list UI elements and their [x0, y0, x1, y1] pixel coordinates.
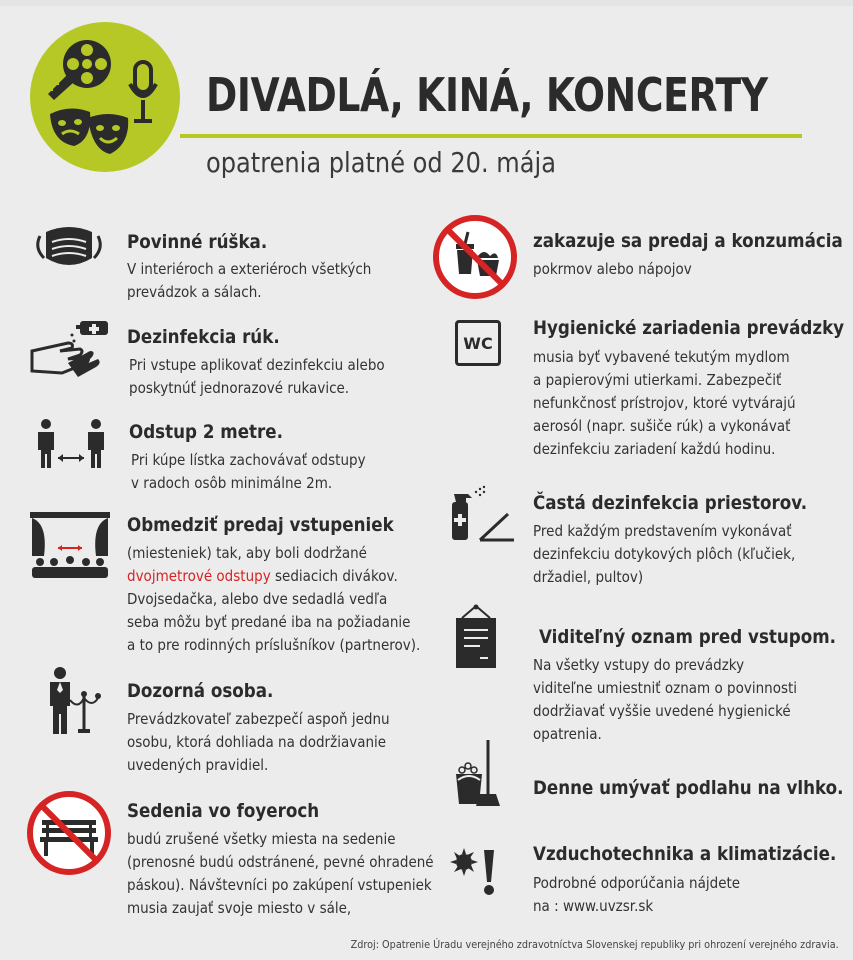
top-strip [0, 0, 853, 6]
rule-line: seba môžu byť predané iba na požiadanie [127, 613, 411, 631]
rule-line: a papierovými utierkami. Zabezpečiť [533, 371, 782, 389]
rule-line: viditeľne umiestniť oznam o povinnosti [533, 679, 798, 697]
rule-line: osobu, ktorá dohliada na dodržiavanie [127, 733, 387, 751]
rule-title: Obmedziť predaj vstupeniek [127, 514, 394, 536]
theater-masks-icon [50, 108, 128, 154]
rule-line: poskytnúť jednorazové rukavice. [129, 379, 350, 397]
highlight-red-text: dvojmetrové odstupy [127, 567, 271, 585]
spray-disinfection-icon [446, 484, 516, 544]
rule-link-text: na : www.uvzsr.sk [533, 897, 654, 915]
microphone-icon [130, 62, 156, 121]
rule-title: Viditeľný oznam pred vstupom. [539, 626, 837, 648]
no-food-drinks-icon [432, 214, 518, 300]
theater-stage-icon [30, 512, 110, 578]
rule-line: a to pre rodinných príslušníkov (partnerov). [127, 636, 421, 654]
rule-line: (miesteniek) tak, aby boli dodržané [127, 544, 367, 562]
rule-line: dezinfekciu zariadení každú hodinu. [533, 440, 776, 458]
rule-line: v radoch osôb minimálne 2m. [131, 474, 333, 492]
rule-line: musia byť vybavené tekutým mydlom [533, 348, 790, 366]
rule-line: aerosól (napr. sušiče rúk) a vykonávať [533, 417, 791, 435]
rule-line: budú zrušené všetky miesta na sedenie [127, 830, 396, 848]
culture-icons [30, 22, 180, 172]
rule-title: Sedenia vo foyeroch [127, 800, 320, 822]
rule-line: Pri kúpe lístka zachovávať odstupy [131, 451, 366, 469]
hand-disinfection-icon [28, 315, 112, 379]
rule-title: Dozorná osoba. [127, 680, 274, 702]
rule-title: Denne umývať podlahu na vlhko. [533, 777, 844, 799]
rule-line: Na všetky vstupy do prevádzky [533, 656, 745, 674]
rule-line: opatrenia. [533, 725, 602, 743]
rule-line: dodržiavať vyššie uvedené hygienické [533, 702, 791, 720]
rule-line: nefunkčnosť prístrojov, ktoré vytvárajú [533, 394, 796, 412]
rule-line: prevádzok a sálach. [127, 283, 262, 301]
face-mask-icon [34, 222, 104, 272]
source-note: Zdroj: Opatrenie Úradu verejného zdravotníctva Slovenskej republiky pri ohrození verejného zdravia. [350, 938, 839, 951]
rule-line: Pred každým predstavením vykonávať [533, 522, 792, 540]
rule-line-mixed [127, 565, 398, 588]
mop-bucket-icon [452, 738, 506, 810]
rule-line: páskou). Návštevníci po zakúpení vstupeniek [127, 876, 432, 894]
page-subtitle: opatrenia platné od 20. mája [206, 146, 556, 179]
notice-board-icon [454, 604, 498, 670]
rule-title: Odstup 2 metre. [129, 421, 283, 443]
rule-line: Podrobné odporúčania nájdete [533, 874, 741, 892]
ventilation-warning-icon [450, 846, 500, 898]
rule-line: uvedených pravidiel. [127, 756, 269, 774]
rule-title: Vzduchotechnika a klimatizácie. [533, 843, 837, 865]
header-logo [30, 22, 180, 172]
rule-title: zakazuje sa predaj a konzumácia [533, 230, 843, 252]
rule-line: Prevádzkovateľ zabezpečí aspoň jednu [127, 710, 390, 728]
title-underline [180, 134, 802, 138]
rule-title: Dezinfekcia rúk. [127, 326, 280, 348]
rule-line: držadiel, pultov) [533, 568, 644, 586]
social-distance-icon [34, 418, 110, 470]
rule-line: pokrmov alebo nápojov [533, 260, 692, 278]
film-reel-icon [48, 40, 111, 100]
rule-line: (prenosné budú odstránené, pevné ohradené [127, 853, 434, 871]
rule-line: musia zaujať svoje miesto v sále, [127, 899, 352, 917]
rule-title: Častá dezinfekcia priestorov. [533, 492, 808, 514]
rule-line: dezinfekciu dotykových plôch (kľučiek, [533, 545, 796, 563]
rule-line: Pri vstupe aplikovať dezinfekciu alebo [129, 356, 385, 374]
usher-icon [46, 666, 102, 736]
no-bench-icon [26, 790, 112, 876]
rule-line-rest: sediacich divákov. [270, 567, 398, 585]
rule-line: Dvojsedačka, alebo dve sedadlá vedľa [127, 590, 388, 608]
rule-line: V interiéroch a exteriéroch všetkých [127, 260, 372, 278]
page-title: DIVADLÁ, KINÁ, KONCERTY [206, 68, 768, 122]
rule-title: Hygienické zariadenia prevádzky [533, 317, 845, 339]
wc-icon: WC [455, 320, 501, 366]
rule-title: Povinné rúška. [127, 231, 268, 253]
